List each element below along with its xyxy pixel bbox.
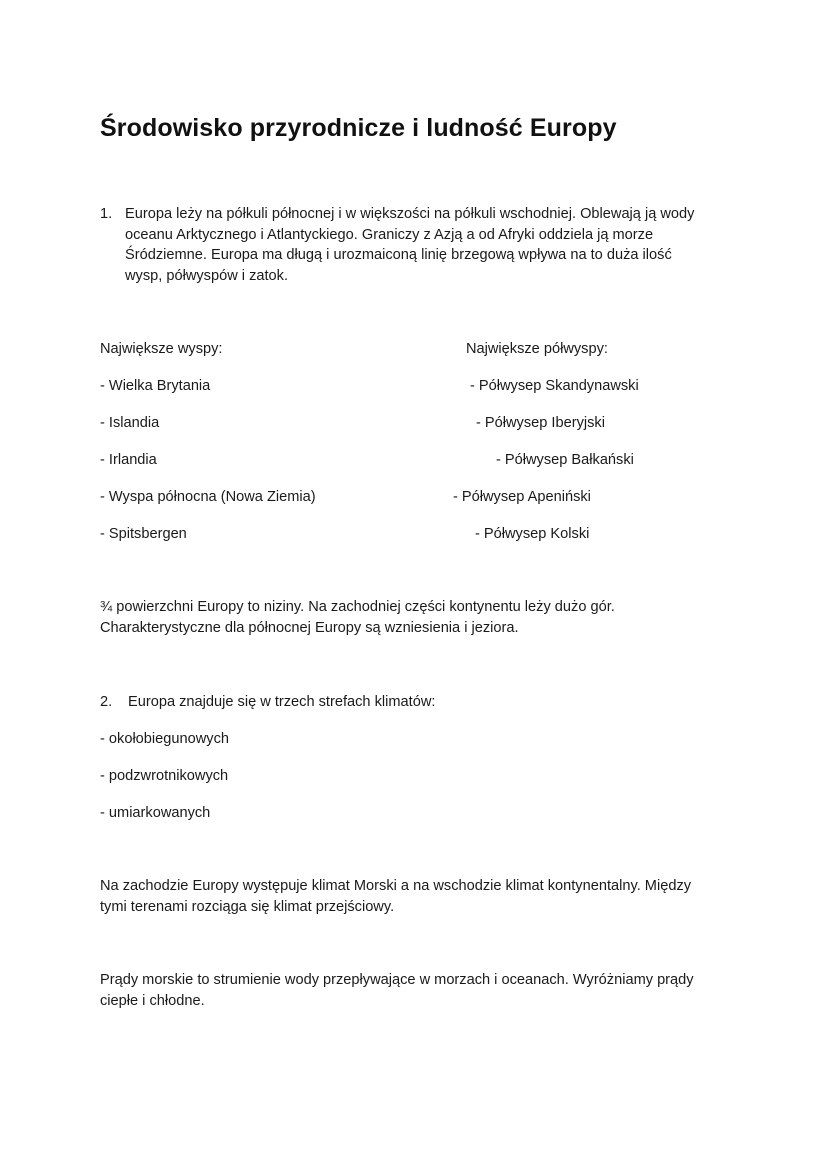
- climate-zone-item: - podzwrotnikowych: [100, 768, 229, 784]
- islands-heading: Największe wyspy:: [100, 341, 223, 357]
- section-1-line: Europa leży na półkuli północnej i w większości na półkuli wschodniej. Oblewają ją wody: [125, 206, 695, 222]
- terrain-line: Charakterystyczne dla północnej Europy są wzniesienia i jeziora.: [100, 619, 519, 636]
- peninsula-item: - Półwysep Apeniński: [453, 489, 591, 505]
- island-item: - Islandia: [100, 415, 160, 431]
- section-2-text: Europa znajduje się w trzech strefach klimatów:: [128, 694, 436, 710]
- peninsula-item: - Półwysep Iberyjski: [476, 415, 605, 431]
- currents-paragraph: [100, 970, 740, 1011]
- terrain-paragraph: [100, 597, 740, 638]
- climate-paragraph: [100, 876, 740, 917]
- currents-line: ciepłe i chłodne.: [100, 992, 205, 1009]
- climate-line: Na zachodzie Europy występuje klimat Morski a na wschodzie klimat kontynentalny. Między: [100, 878, 692, 894]
- section-2-number: 2.: [100, 694, 113, 710]
- section-1-line: wysp, półwyspów i zatok.: [125, 267, 289, 284]
- section-1-line: Śródziemne. Europa ma długą i urozmaiconą linię brzegową wpływa na to duża ilość: [125, 247, 672, 263]
- island-item: - Wyspa północna (Nowa Ziemia): [100, 489, 316, 505]
- island-item: - Irlandia: [100, 452, 157, 468]
- section-1-line: oceanu Arktycznego i Atlantyckiego. Graniczy z Azją a od Afryki oddziela ją morze: [125, 226, 654, 243]
- terrain-line: ¾ powierzchni Europy to niziny. Na zachodniej części kontynentu leży dużo gór.: [100, 599, 615, 615]
- peninsula-item: - Półwysep Bałkański: [496, 452, 634, 468]
- section-1-number: 1.: [100, 206, 113, 222]
- climate-line: tymi terenami rozciąga się klimat przejściowy.: [100, 898, 395, 915]
- climate-zone-item: - okołobiegunowych: [100, 731, 229, 747]
- peninsulas-heading: Największe półwyspy:: [466, 341, 608, 357]
- peninsula-item: - Półwysep Skandynawski: [470, 378, 639, 394]
- island-item: - Wielka Brytania: [100, 378, 211, 394]
- page-title: Środowisko przyrodnicze i ludność Europy: [100, 114, 617, 142]
- peninsula-item: - Półwysep Kolski: [475, 526, 590, 542]
- climate-zone-item: - umiarkowanych: [100, 805, 211, 821]
- island-item: - Spitsbergen: [100, 526, 187, 542]
- section-1-paragraph: [125, 204, 735, 286]
- currents-line: Prądy morskie to strumienie wody przepływające w morzach i oceanach. Wyróżniamy prądy: [100, 972, 694, 988]
